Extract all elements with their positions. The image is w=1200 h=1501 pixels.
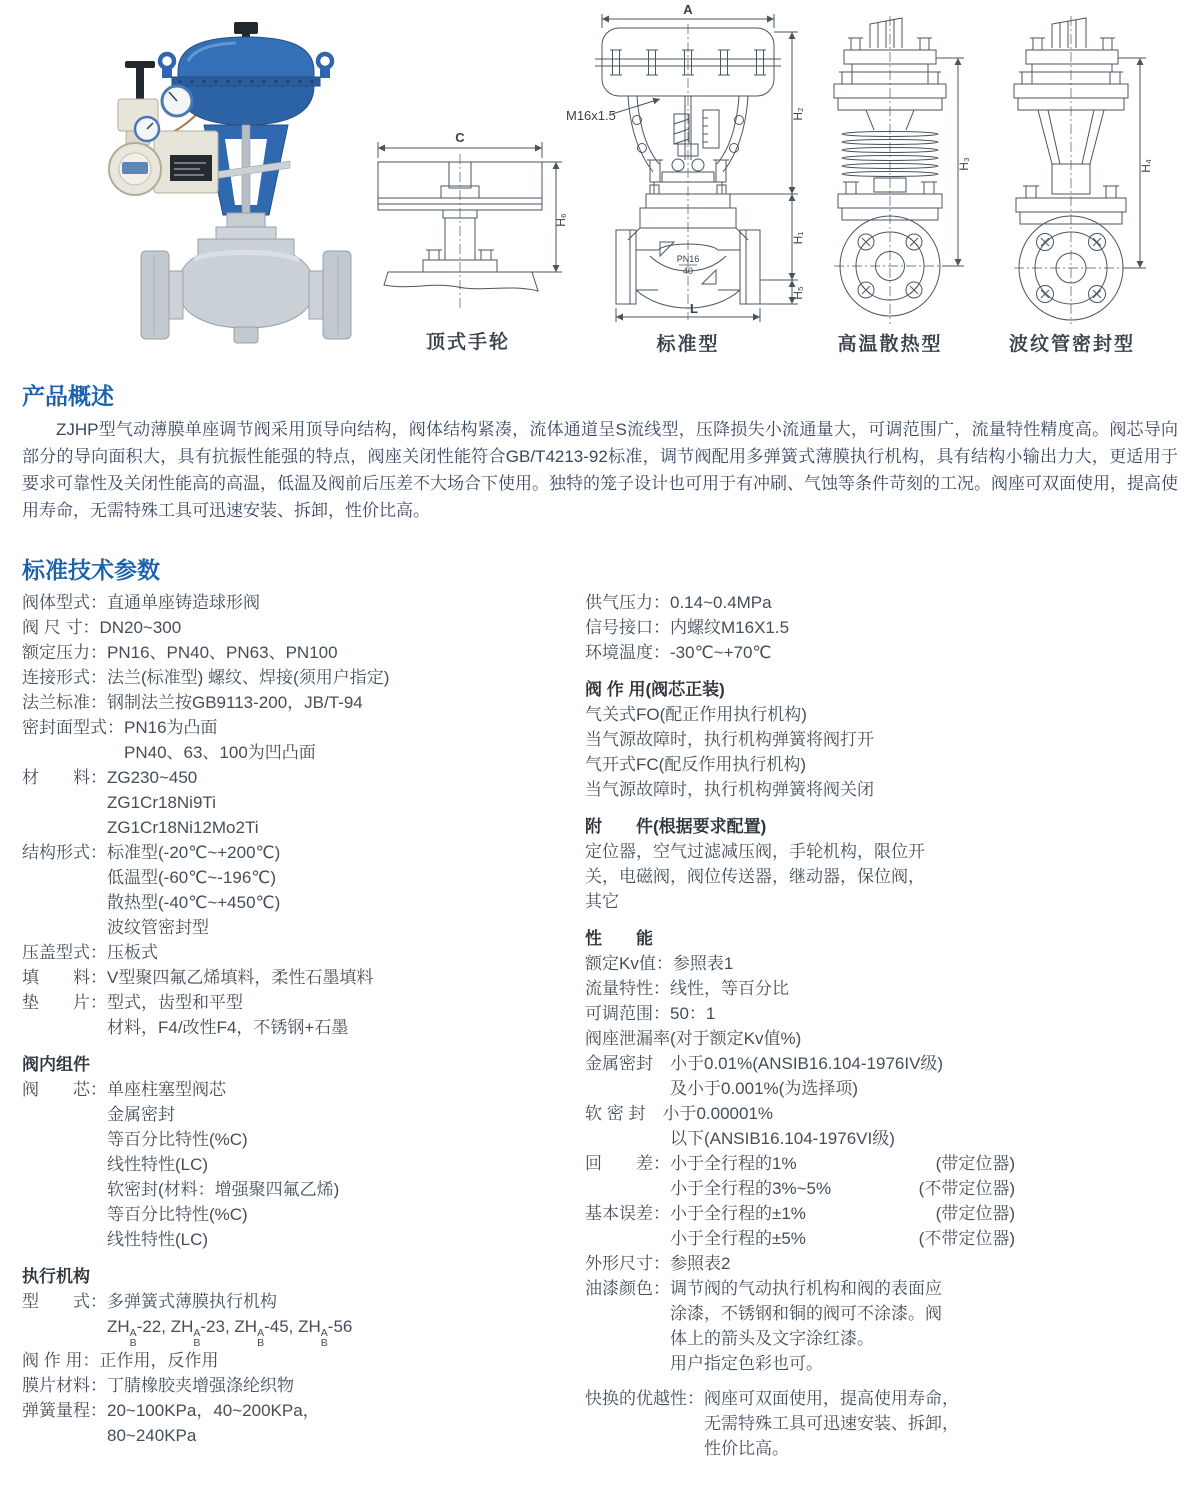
spec-line: 小于全行程的3%~5% (不带定位器): [585, 1179, 1015, 1198]
spec-line: 材 料：ZG230~450: [22, 768, 198, 787]
spec-line: 信号接口：内螺纹M16X1.5: [585, 618, 790, 637]
dim-label-h3: H₃: [957, 157, 971, 171]
spec-line: 回 差：小于全行程的1% (带定位器): [585, 1154, 1015, 1173]
drawing-caption: 高温散热型: [837, 334, 943, 355]
spec-line: ZG1Cr18Ni9Ti: [22, 793, 216, 812]
dim-label-h1: H₁: [791, 231, 805, 245]
spec-line: 压盖型式：压板式: [22, 943, 158, 962]
dim-label-h6: H₆: [554, 213, 568, 227]
spec-line: 执行机构: [22, 1267, 90, 1286]
spec-line: 阀 尺 寸：DN20~300: [22, 618, 182, 637]
drawing-caption: 标准型: [656, 334, 720, 355]
spec-line: 附 件(根据要求配置): [585, 817, 767, 836]
spec-line: 供气压力：0.14~0.4MPa: [585, 593, 772, 612]
drawing-top-handwheel: [364, 128, 572, 354]
specs-column-right: [585, 590, 1015, 1461]
spec-line: 连接形式：法兰(标准型) 螺纹、焊接(须用户指定): [22, 668, 390, 687]
spec-line: 当气源故障时，执行机构弹簧将阀关闭: [585, 780, 874, 799]
spec-line: 无需特殊工具可迅速安装、拆卸，: [585, 1414, 959, 1433]
figure-strip: [0, 0, 1200, 368]
spec-line: 环境温度：-30℃~+70℃: [585, 643, 772, 662]
spec-line: 体上的箭头及文字涂红漆。: [585, 1329, 874, 1348]
spec-line: 线性特性(LC): [22, 1155, 209, 1174]
dim-label-h2: H₂: [791, 107, 805, 121]
spec-line: 性 能: [585, 929, 653, 948]
drawing-high-temp-type: [796, 14, 984, 356]
spec-line: 气关式FO(配正作用执行机构): [585, 705, 807, 724]
spec-line: 型 式：多弹簧式薄膜执行机构: [22, 1292, 277, 1311]
spec-line: 密封面型式：PN16为凸面: [22, 718, 218, 737]
drawing-caption: 顶式手轮: [425, 332, 510, 353]
body-mark-dn: 40: [682, 266, 694, 276]
spec-line: 等百分比特性(%C): [22, 1205, 248, 1224]
spec-line: 80~240KPa: [22, 1426, 197, 1445]
spec-line: 阀体型式：直通单座铸造球形阀: [22, 593, 260, 612]
spec-line: 以下(ANSIB16.104-1976VI级): [585, 1129, 895, 1148]
spec-line: 阀座泄漏率(对于额定Kv值%): [585, 1029, 802, 1048]
spec-line: 用户指定色彩也可。: [585, 1354, 823, 1373]
spec-line: 气开式FC(配反作用执行机构): [585, 755, 806, 774]
dim-label-c: C: [455, 130, 465, 145]
dim-label-h5: H₅: [791, 286, 805, 300]
spec-line: 及小于0.001%(为选择项): [585, 1079, 858, 1098]
dim-label-h4: H₄: [1139, 159, 1153, 173]
spec-line: 弹簧量程：20~100KPa，40~200KPa，: [22, 1401, 320, 1420]
specs-section: [0, 556, 1200, 1461]
spec-line: ZG1Cr18Ni12Mo2Ti: [22, 818, 259, 837]
spec-line: 金属密封 小于0.01%(ANSIB16.104-1976IV级): [585, 1054, 944, 1073]
spec-line: 低温型(-60℃~-196℃): [22, 868, 277, 887]
spec-line: ZH A B -22, ZH A B -23, ZH A B -45, ZH A B -56: [22, 1317, 353, 1349]
spec-line: 当气源故障时，执行机构弹簧将阀打开: [585, 730, 874, 749]
spec-line: 等百分比特性(%C): [22, 1130, 248, 1149]
body-mark-pn: PN16: [676, 254, 700, 264]
spec-line: 关，电磁阀，阀位传送器，继动器，保位阀，: [585, 867, 925, 886]
spec-line: 阀 作 用：正作用，反作用: [22, 1351, 219, 1370]
drawing-bellows-type: [972, 14, 1172, 356]
drawing-standard-type: [566, 2, 810, 356]
overview-section: [0, 382, 1200, 524]
spec-line: 膜片材料：丁腈橡胶夹增强涤纶织物: [22, 1376, 294, 1395]
spec-line: 其它: [585, 892, 619, 911]
spec-line: 定位器，空气过滤减压阀，手轮机构，限位开: [585, 842, 925, 861]
spec-line: 散热型(-40℃~+450℃): [22, 893, 281, 912]
spec-line: 法兰标准：钢制法兰按GB9113-200，JB/T-94: [22, 693, 363, 712]
spec-line: 油漆颜色：调节阀的气动执行机构和阀的表面应: [585, 1279, 942, 1298]
spec-line: 材料，F4/改性F4，不锈钢+石墨: [22, 1018, 349, 1037]
product-photo: [66, 18, 358, 354]
spec-line: 阀内组件: [22, 1055, 90, 1074]
spec-line: 软密封(材料：增强聚四氟乙烯): [22, 1180, 340, 1199]
spec-line: 小于全行程的±5% (不带定位器): [585, 1229, 1015, 1248]
specs-columns: [0, 590, 1200, 1461]
spec-line: 金属密封: [22, 1105, 175, 1124]
spec-line: 性价比高。: [585, 1439, 789, 1458]
spec-line: 结构形式：标准型(-20℃~+200℃): [22, 843, 281, 862]
spec-line: 流量特性：线性，等百分比: [585, 979, 789, 998]
dim-label-l: L: [690, 301, 698, 316]
dim-label-thread: M16x1.5: [566, 108, 616, 123]
spec-line: 快换的优越性：阀座可双面使用，提高使用寿命，: [585, 1389, 959, 1408]
spec-line: 垫 片：型式，齿型和平型: [22, 993, 243, 1012]
spec-line: 额定Kv值：参照表1: [585, 954, 734, 973]
spec-line: 阀 作 用(阀芯正装): [585, 680, 725, 699]
spec-line: 涂漆，不锈钢和铜的阀可不涂漆。阀: [585, 1304, 942, 1323]
spec-line: 填 料：V型聚四氟乙烯填料，柔性石墨填料: [22, 968, 374, 987]
spec-line: 阀 芯：单座柱塞型阀芯: [22, 1080, 226, 1099]
dim-label-a: A: [683, 2, 693, 17]
specs-column-left: [22, 590, 570, 1461]
document-body: [0, 382, 1200, 1461]
spec-line: 软 密 封 小于0.00001%: [585, 1104, 774, 1123]
spec-line: 额定压力：PN16、PN40、PN63、PN100: [22, 643, 338, 662]
spec-line: 线性特性(LC): [22, 1230, 209, 1249]
overview-paragraph: ZJHP型气动薄膜单座调节阀采用顶导向结构，阀体结构紧凑，流体通道呈S流线型，压降损失小流通量大，可调范围广，流量特性精度高。阀芯导向部分的导向面积大，具有抗振性能强的特点，阀座关闭性能符合GB/T4213-92标准，调节阀配用多弹簧式薄膜执行机构，具有结构小输出力大，更适用于要求可靠性及关闭性能高的高温，低温及阀前后压差不大场合下使用。独特的笼子设计也可用于有冲刷、气蚀等条件苛刻的工况。阀座可双面使用，提高使用寿命，无需特殊工具可迅速安装、拆卸，性价比高。: [22, 420, 1178, 520]
specs-heading: 标准技术参数: [22, 557, 160, 583]
spec-line: 波纹管密封型: [22, 918, 209, 937]
spec-line: 基本误差：小于全行程的±1% (带定位器): [585, 1204, 1015, 1223]
spec-line: 外形尺寸：参照表2: [585, 1254, 731, 1273]
drawing-caption: 波纹管密封型: [1008, 334, 1135, 355]
overview-heading: 产品概述: [22, 383, 114, 409]
spec-line: PN40、63、100为凹凸面: [22, 743, 316, 762]
spec-line: 可调范围：50：1: [585, 1004, 716, 1023]
